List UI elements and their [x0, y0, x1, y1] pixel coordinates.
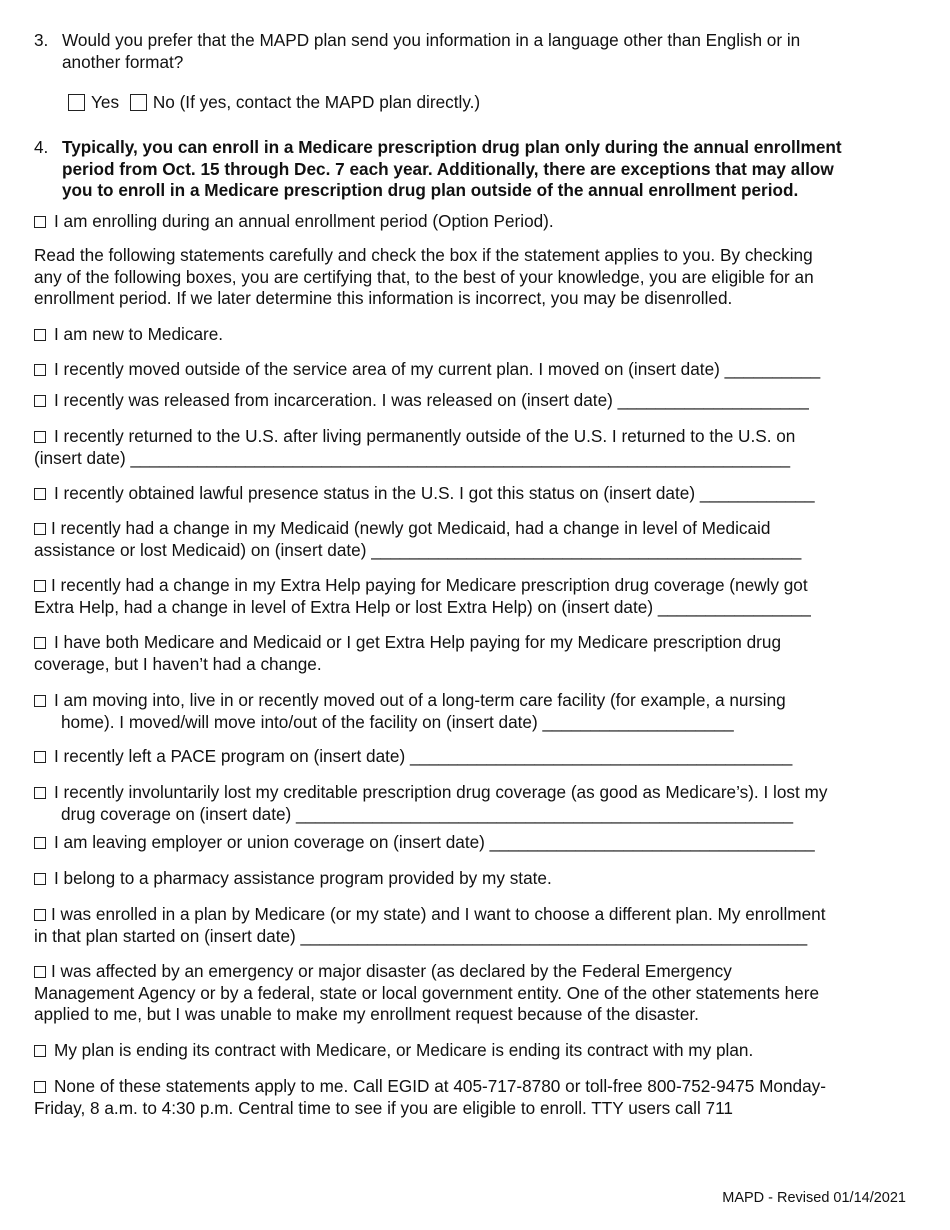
lawful-label: I recently obtained lawful presence status in the U.S. I got this status on (insert date) ____________: [54, 483, 815, 503]
statement-ending: [34, 1040, 914, 1062]
returned-checkbox[interactable]: [34, 431, 46, 443]
q3-no-label: No (If yes, contact the MAPD plan directly.): [152, 92, 481, 112]
none-label-line1: None of these statements apply to me. Call EGID at 405-717-8780 or toll-free 800-752-9475 Monday-: [54, 1076, 826, 1096]
instructions-line2: any of the following boxes, you are certifying that, to the best of your knowledge, you are eligible for an: [34, 266, 814, 287]
q4-line1: Typically, you can enroll in a Medicare prescription drug plan only during the annual enrollment: [62, 137, 842, 157]
pace-checkbox[interactable]: [34, 751, 46, 763]
ltc-label-line2: home). I moved/will move into/out of the facility on (insert date) ____________________: [61, 711, 734, 732]
q3-text-line2: another format?: [62, 51, 184, 72]
instructions-line3: enrollment period. If we later determine this information is incorrect, you may be disenrolled.: [34, 288, 733, 308]
employer-label: I am leaving employer or union coverage on (insert date) __________________________________: [54, 832, 815, 852]
extra-help-checkbox[interactable]: [34, 580, 46, 592]
q3-yes-label: Yes: [91, 92, 120, 112]
extra-help-label-line1: I recently had a change in my Extra Help paying for Medicare prescription drug coverage (newly got: [51, 575, 808, 595]
q4-text: [62, 137, 842, 202]
statement-both: [34, 632, 914, 675]
extra-help-label-line2: Extra Help, had a change in level of Extra Help or lost Extra Help) on (insert date) ________________: [34, 596, 811, 617]
q4-line3: you to enroll in a Medicare prescription drug plan outside of the annual enrollment period.: [62, 180, 799, 200]
statement-none: [34, 1076, 914, 1119]
released-label: I recently was released from incarceration. I was released on (insert date) ____________________: [54, 390, 809, 410]
ltc-checkbox[interactable]: [34, 695, 46, 707]
none-checkbox[interactable]: [34, 1081, 46, 1093]
q3-options: [68, 92, 486, 114]
statement-released: [34, 390, 914, 412]
both-label-line2: coverage, but I haven’t had a change.: [34, 653, 322, 674]
moved-label: I recently moved outside of the service area of my current plan. I moved on (insert date) __________: [54, 359, 821, 379]
statement-ltc: [34, 690, 914, 733]
q3-text: [62, 30, 800, 73]
returned-label-line1: I recently returned to the U.S. after living permanently outside of the U.S. I returned to the U.S. on: [54, 426, 796, 446]
pharmacy-label: I belong to a pharmacy assistance program provided by my state.: [54, 868, 552, 888]
statement-extra-help: [34, 575, 914, 618]
ending-label: My plan is ending its contract with Medicare, or Medicare is ending its contract with my plan.: [54, 1040, 754, 1060]
creditable-label-line1: I recently involuntarily lost my creditable prescription drug coverage (as good as Medicare’s). I lost my: [54, 782, 828, 802]
statement-returned: [34, 426, 914, 469]
annual-option-label: I am enrolling during an annual enrollment period (Option Period).: [54, 211, 554, 231]
employer-checkbox[interactable]: [34, 837, 46, 849]
statement-lawful: [34, 483, 914, 505]
q3-yes-checkbox[interactable]: [68, 94, 85, 111]
statement-creditable: [34, 782, 914, 825]
returned-label-line2: (insert date) _____________________________________________________________________: [34, 447, 791, 468]
statement-medicaid: [34, 518, 914, 561]
disaster-label-line3: applied to me, but I was unable to make my enrollment request because of the disaster.: [34, 1004, 699, 1024]
instructions: [34, 245, 814, 310]
ltc-label-line1: I am moving into, live in or recently moved out of a long-term care facility (for example, a nursing: [54, 690, 786, 710]
medicaid-checkbox[interactable]: [34, 523, 46, 535]
disaster-label-line1: I was affected by an emergency or major disaster (as declared by the Federal Emergency: [51, 961, 732, 981]
moved-checkbox[interactable]: [34, 364, 46, 376]
statement-employer: [34, 832, 914, 854]
creditable-checkbox[interactable]: [34, 787, 46, 799]
creditable-label-line2: drug coverage on (insert date) ____________________________________________________: [61, 803, 794, 824]
q3-no-checkbox[interactable]: [130, 94, 147, 111]
disaster-label-line2: Management Agency or by a federal, state or local government entity. One of the other statements here: [34, 982, 820, 1003]
statement-enrolled: [34, 904, 914, 947]
statement-new-medicare: [34, 324, 914, 346]
pharmacy-checkbox[interactable]: [34, 873, 46, 885]
medicaid-label-line2: assistance or lost Medicaid) on (insert date) _____________________________________________: [34, 539, 802, 560]
both-checkbox[interactable]: [34, 637, 46, 649]
none-label-line2: Friday, 8 a.m. to 4:30 p.m. Central time to see if you are eligible to enroll. TTY users call 711: [34, 1097, 733, 1118]
annual-option-checkbox[interactable]: [34, 216, 46, 228]
q4-number: 4.: [34, 137, 49, 157]
statement-disaster: [34, 961, 914, 1026]
enrolled-label-line1: I was enrolled in a plan by Medicare (or my state) and I want to choose a different plan. My enrollment: [51, 904, 826, 924]
disaster-checkbox[interactable]: [34, 966, 46, 978]
statement-moved: [34, 359, 914, 381]
instructions-line1: Read the following statements carefully and check the box if the statement applies to you. By checking: [34, 245, 813, 265]
annual-option-row: [34, 211, 914, 233]
enrolled-checkbox[interactable]: [34, 909, 46, 921]
medicaid-label-line1: I recently had a change in my Medicaid (newly got Medicaid, had a change in level of Medicaid: [51, 518, 771, 538]
statement-pharmacy: [34, 868, 914, 890]
q4-line2: period from Oct. 15 through Dec. 7 each year. Additionally, there are exceptions that may allow: [62, 158, 834, 179]
new-medicare-checkbox[interactable]: [34, 329, 46, 341]
lawful-checkbox[interactable]: [34, 488, 46, 500]
released-checkbox[interactable]: [34, 395, 46, 407]
new-medicare-label: I am new to Medicare.: [54, 324, 224, 344]
both-label-line1: I have both Medicare and Medicaid or I get Extra Help paying for my Medicare prescription drug: [54, 632, 782, 652]
statement-pace: [34, 746, 914, 768]
pace-label: I recently left a PACE program on (insert date) ________________________________________: [54, 746, 793, 766]
q3-text-line1: Would you prefer that the MAPD plan send you information in a language other than English or in: [62, 30, 801, 50]
q3-number: 3.: [34, 30, 49, 50]
footer-revision: MAPD - Revised 01/14/2021: [722, 1190, 906, 1206]
enrolled-label-line2: in that plan started on (insert date) _____________________________________________________: [34, 925, 808, 946]
ending-checkbox[interactable]: [34, 1045, 46, 1057]
